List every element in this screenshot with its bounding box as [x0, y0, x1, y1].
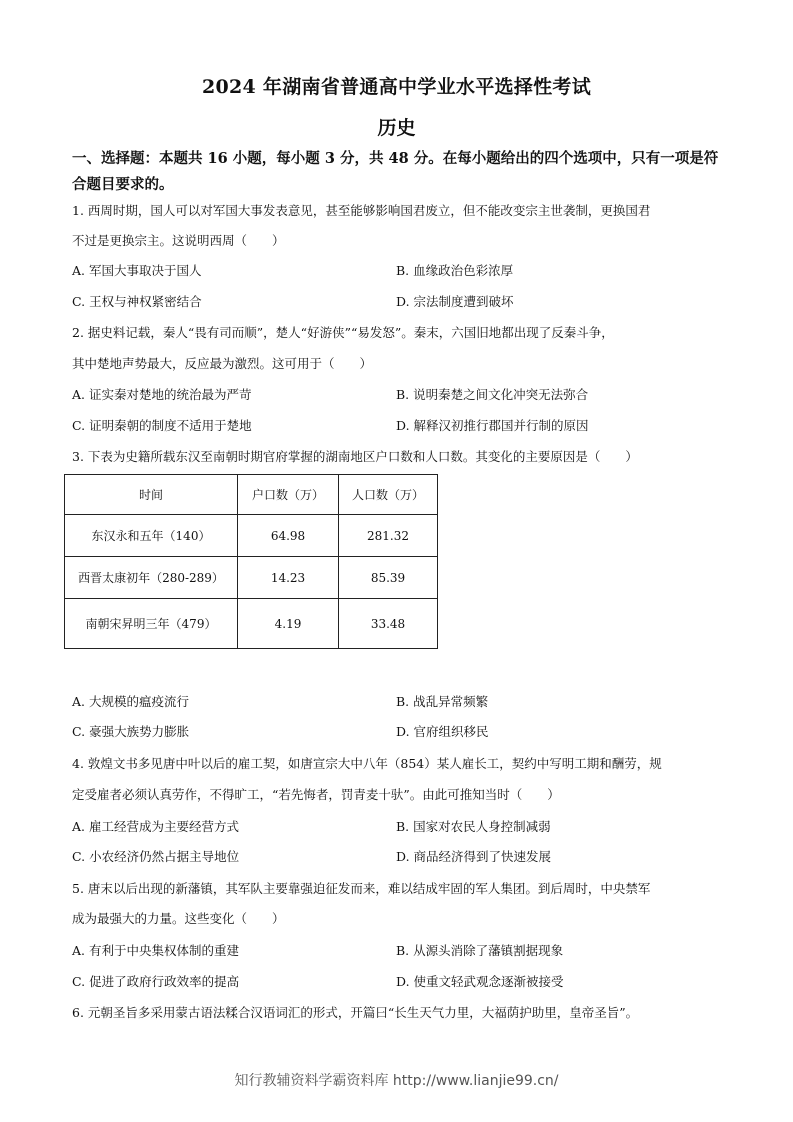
q5-option-a: A. 有利于中央集权体制的重建	[72, 943, 239, 958]
q1-option-d: D. 宗法制度遭到破坏	[396, 294, 514, 309]
q3-stem-line-1: 3. 下表为史籍所载东汉至南朝时期官府掌握的湖南地区户口数和人口数。其变化的主要原因是（ ）	[72, 449, 638, 464]
table-cell: 85.39	[339, 557, 438, 599]
q1-option-c: C. 王权与神权紧密结合	[72, 294, 202, 309]
q4-stem-line-1: 4. 敦煌文书多见唐中叶以后的雇工契，如唐宣宗大中八年（854）某人雇长工，契约中写明工期和酬劳，规	[72, 756, 662, 771]
table-header-cell: 时间	[65, 475, 238, 515]
table-cell: 东汉永和五年（140）	[65, 515, 238, 557]
table-cell: 14.23	[238, 557, 339, 599]
q2-stem-line-2: 其中楚地声势最大，反应最为激烈。这可用于（ ）	[72, 356, 373, 371]
q2-option-a: A. 证实秦对楚地的统治最为严苛	[72, 387, 252, 402]
subject-heading: 历史	[377, 117, 416, 139]
table-cell: 4.19	[238, 599, 339, 649]
q6-stem-line-1: 6. 元朝圣旨多采用蒙古语法糅合汉语词汇的形式，开篇曰“长生天气力里，大福荫护助里，皇帝圣旨”。	[72, 1005, 639, 1020]
q5-stem-line-2: 成为最强大的力量。这些变化（ ）	[72, 911, 285, 926]
q4-stem-line-2: 定受雇者必须认真劳作，不得旷工，“若先悔者，罚青麦十驮”。由此可推知当时（ ）	[72, 787, 560, 802]
q3-option-d: D. 官府组织移民	[396, 724, 489, 739]
table-header-cell: 户口数（万）	[238, 475, 339, 515]
table-row	[65, 515, 438, 557]
footer-watermark-link[interactable]: 知行教辅资料学霸资料库 http://www.lianjie99.cn/	[234, 1073, 559, 1089]
q1-stem-line-2: 不过是更换宗主。这说明西周（ ）	[72, 233, 285, 248]
population-table	[64, 474, 438, 649]
q5-option-d: D. 使重文轻武观念逐渐被接受	[396, 974, 564, 989]
section-instructions: 一、选择题：本题共 16 小题，每小题 3 分，共 48 分。在每小题给出的四个选项中，只有一项是符合题目要求的。	[72, 150, 719, 193]
q2-stem-line-1: 2. 据史料记载，秦人“畏有司而顺”，楚人“好游侠”“易发怒”。秦末，六国旧地都出现了反秦斗争，	[72, 325, 614, 340]
q2-option-b: B. 说明秦楚之间文化冲突无法弥合	[396, 387, 589, 402]
q1-stem-line-1: 1. 西周时期，国人可以对军国大事发表意见，甚至能够影响国君废立，但不能改变宗主世袭制，更换国君	[72, 203, 651, 218]
q1-option-a: A. 军国大事取决于国人	[72, 263, 202, 278]
table-cell: 西晋太康初年（280-289）	[65, 557, 238, 599]
exam-title: 2024 年湖南省普通高中学业水平选择性考试	[201, 76, 592, 98]
table-cell: 281.32	[339, 515, 438, 557]
q4-option-b: B. 国家对农民人身控制减弱	[396, 819, 551, 834]
q5-option-b: B. 从源头消除了藩镇割据现象	[396, 943, 564, 958]
table-row	[65, 599, 438, 649]
table-cell: 33.48	[339, 599, 438, 649]
q4-option-d: D. 商品经济得到了快速发展	[396, 849, 552, 864]
q2-option-c: C. 证明秦朝的制度不适用于楚地	[72, 418, 252, 433]
q1-option-b: B. 血缘政治色彩浓厚	[396, 263, 514, 278]
q5-stem-line-1: 5. 唐末以后出现的新藩镇，其军队主要靠强迫征发而来，难以结成牢固的军人集团。到后周时，中央禁军	[72, 881, 651, 896]
q2-option-d: D. 解释汉初推行郡国并行制的原因	[396, 418, 589, 433]
q4-option-a: A. 雇工经营成为主要经营方式	[72, 819, 239, 834]
table-cell: 64.98	[238, 515, 339, 557]
table-header-cell: 人口数（万）	[339, 475, 438, 515]
q4-option-c: C. 小农经济仍然占据主导地位	[72, 849, 240, 864]
q3-option-b: B. 战乱异常频繁	[396, 694, 489, 709]
q3-option-a: A. 大规模的瘟疫流行	[72, 694, 189, 709]
table-row	[65, 557, 438, 599]
table-header-row	[65, 475, 438, 515]
table-cell: 南朝宋昇明三年（479）	[65, 599, 238, 649]
q5-option-c: C. 促进了政府行政效率的提高	[72, 974, 240, 989]
q3-option-c: C. 豪强大族势力膨胀	[72, 724, 190, 739]
